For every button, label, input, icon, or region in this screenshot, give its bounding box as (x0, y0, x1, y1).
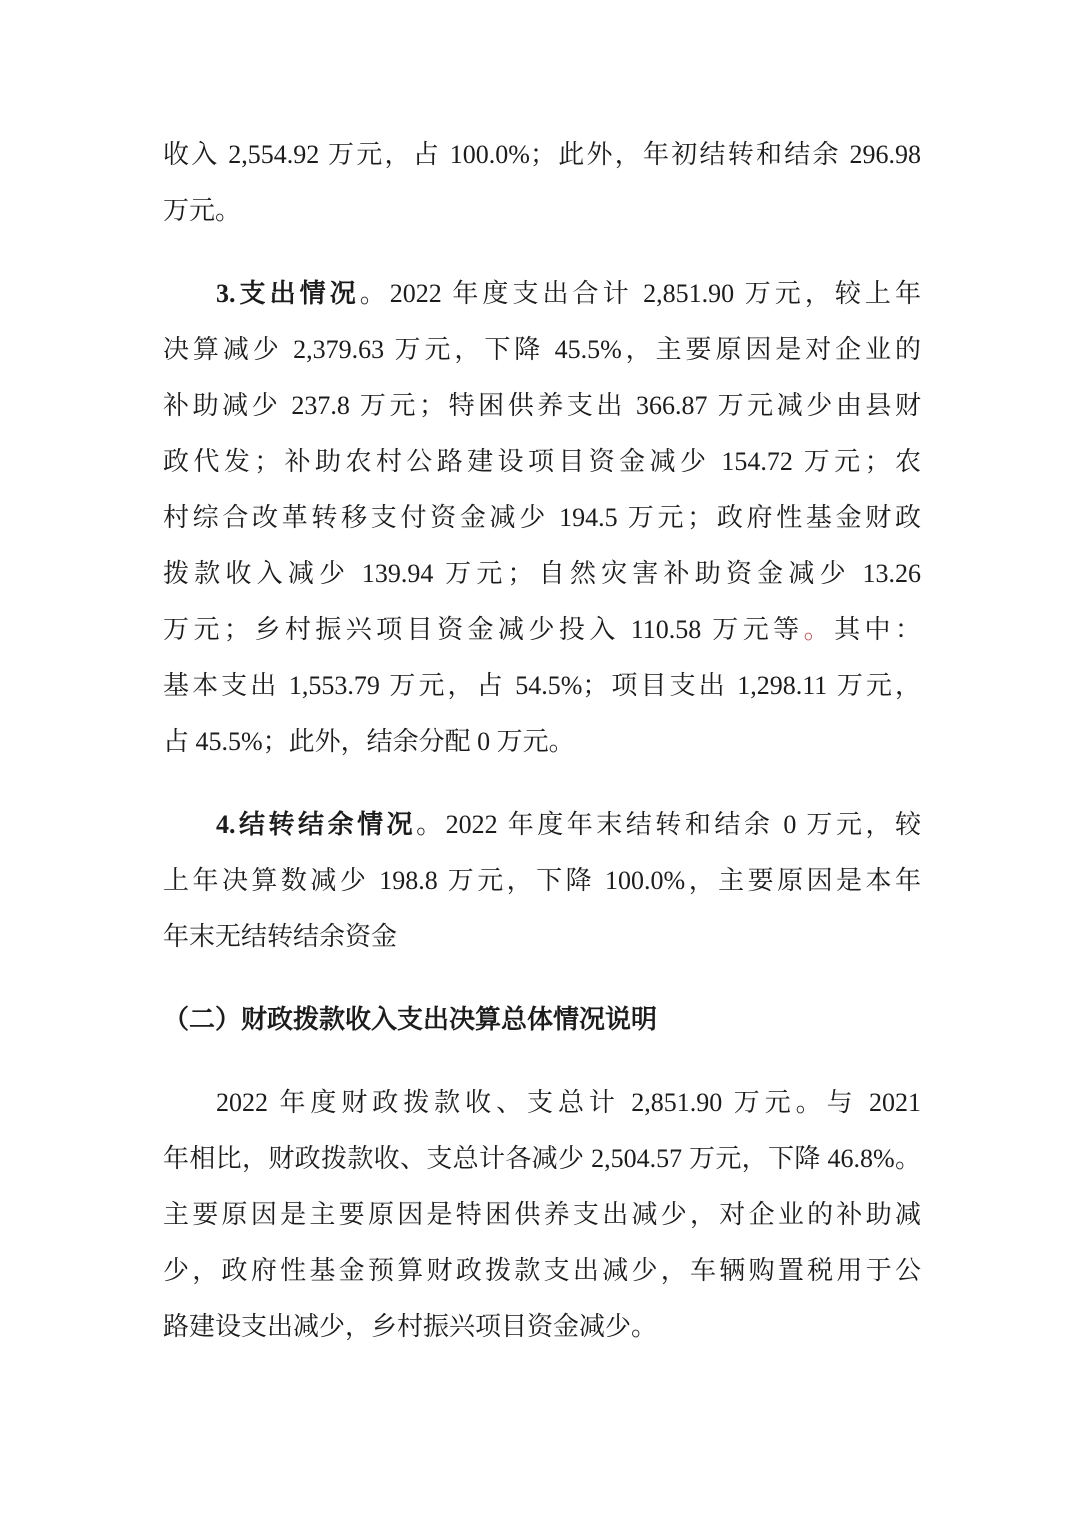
text-line-with-red-period (163, 602, 921, 658)
text-line (163, 797, 921, 853)
text-line: 补助减少 237.8 万元；特困供养支出 366.87 万元减少由县财 (163, 391, 921, 420)
text-line: 少，政府性基金预算财政拨款支出减少，车辆购置税用于公 (163, 1256, 921, 1285)
text-line: 收入 2,554.92 万元，占 100.0%；此外，年初结转和结余 296.98 (163, 140, 921, 169)
text-line: 主要原因是主要原因是特困供养支出减少，对企业的补助减 (163, 1200, 921, 1229)
text-line: 基本支出 1,553.79 万元，占 54.5%；项目支出 1,298.11 万元， (163, 671, 921, 700)
text-line (163, 266, 921, 322)
paragraph-income-continuation (163, 127, 921, 239)
text-line: 年末无结转结余资金 (163, 922, 398, 951)
paragraph-fiscal-summary (163, 1075, 921, 1355)
text-line: 村综合改革转移支付资金减少 194.5 万元；政府性基金财政 (163, 503, 921, 532)
paragraph-expenditure (163, 266, 921, 770)
paragraph-lead-bold: 3.支出情况 (216, 279, 360, 308)
text-line: 拨款收入减少 139.94 万元；自然灾害补助资金减少 13.26 (163, 559, 921, 588)
paragraph-lead-bold: 4.结转结余情况 (216, 810, 417, 839)
text-line: 路建设支出减少，乡村振兴项目资金减少。 (163, 1312, 658, 1341)
text-line: 2022 年度财政拨款收、支总计 2,851.90 万元。与 2021 (216, 1088, 921, 1117)
paragraph-lead-rest: 。2022 年度支出合计 2,851.90 万元，较上年 (359, 279, 921, 308)
text-line: 年相比，财政拨款收、支总计各减少 2,504.57 万元，下降 46.8%。 (163, 1144, 921, 1173)
section-heading (163, 992, 921, 1048)
text-line: 上年决算数减少 198.8 万元，下降 100.0%，主要原因是本年 (163, 866, 921, 895)
text-line: 决算减少 2,379.63 万元，下降 45.5%，主要原因是对企业的 (163, 335, 921, 364)
paragraph-lead-rest: 。2022 年度年末结转和结余 0 万元，较 (416, 810, 921, 839)
document-page (163, 127, 921, 1382)
text-line: 万元。 (163, 196, 242, 225)
section-heading-text: （二）财政拨款收入支出决算总体情况说明 (163, 1005, 658, 1034)
red-period: 。 (803, 615, 835, 644)
paragraph-carryover (163, 797, 921, 965)
text-segment: 其中： (834, 615, 921, 644)
text-segment: 万元；乡村振兴项目资金减少投入 110.58 万元等 (163, 615, 804, 644)
text-line: 占 45.5%；此外，结余分配 0 万元。 (163, 727, 575, 756)
text-line: 政代发；补助农村公路建设项目资金减少 154.72 万元；农 (163, 447, 921, 476)
